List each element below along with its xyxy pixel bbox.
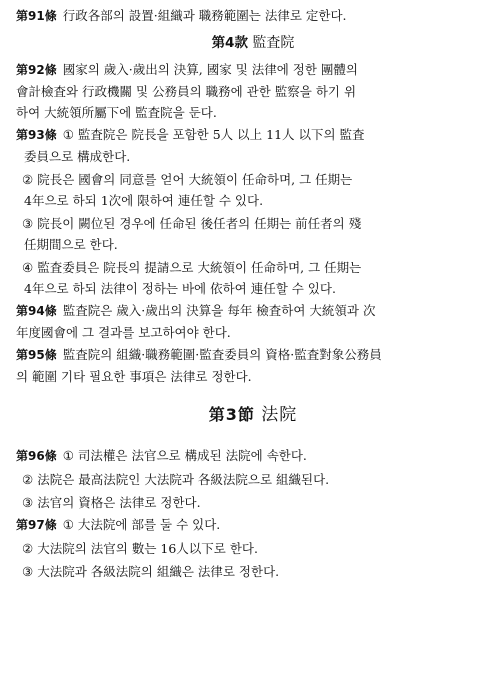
article-97-para-2: [16, 541, 490, 556]
paragraph-marker: ②: [22, 172, 34, 187]
article-number: 第95條: [16, 348, 57, 362]
article-93-para-3: [16, 216, 490, 231]
article-96: [16, 448, 490, 510]
article-94-line-2: 年度國會에 그 결과를 보고하여야 한다.: [16, 325, 231, 340]
paragraph-text: 院長이 闕位된 경우에 任命된 後任者의 任期는 前任者의 殘: [37, 216, 362, 231]
article-94-line-1: [16, 303, 490, 319]
article-text: 監査院의 組織·職務範圍·監査委員의 資格·監査對象公務員: [62, 347, 382, 362]
article-95-line-1: [16, 347, 490, 363]
article-93-para-4-cont: 4年으로 하되 法律이 정하는 바에 依하여 連任할 수 있다.: [24, 281, 336, 296]
article-text: 國家의 歲入·歲出의 決算, 國家 및 法律에 정한 團體의: [62, 62, 358, 77]
paragraph-text: 監査院은 院長을 포함한 5人 以上 11人 以下의 監査: [77, 127, 365, 142]
paragraph-marker: ①: [62, 448, 74, 463]
article-number: 第94條: [16, 304, 57, 318]
article-96-para-3: [16, 495, 490, 510]
article-text: 行政各部의 設置·組織과 職務範圍는 法律로 定한다.: [62, 8, 347, 23]
paragraph-text: 大法院과 各級法院의 組織은 法律로 정한다.: [37, 564, 280, 579]
paragraph-marker: ②: [22, 472, 34, 487]
article-93-para-2-cont: 4年으로 하되 1次에 限하여 連任할 수 있다.: [24, 193, 264, 208]
paragraph-text: 監査委員은 院長의 提請으로 大統領이 任命하며, 그 任期는: [37, 260, 362, 275]
paragraph-marker: ③: [22, 495, 34, 510]
article-93-para-4: [16, 260, 490, 275]
paragraph-text: 法院은 最高法院인 大法院과 各級法院으로 組織된다.: [37, 472, 330, 487]
paragraph-text: 大法院의 法官의 數는 16人以下로 한다.: [37, 541, 258, 556]
paragraph-marker: ①: [62, 127, 74, 142]
subsection-heading: [16, 34, 490, 52]
article-95-line-2: 의 範圍 기타 필요한 事項은 法律로 정한다.: [16, 369, 252, 384]
paragraph-marker: ③: [22, 564, 34, 579]
article-97-para-1: [16, 517, 490, 533]
article-number: 第92條: [16, 63, 57, 77]
article-text: 監査院은 歲入·歲出의 決算을 每年 檢査하여 大統領과 次: [62, 303, 376, 318]
article-93-para-3-cont: 任期間으로 한다.: [24, 237, 118, 252]
article-number: 第97條: [16, 518, 57, 532]
article-92-line-2: 會計檢査와 行政機關 및 公務員의 職務에 관한 監察을 하기 위: [16, 84, 357, 99]
article-97-para-3: [16, 564, 490, 579]
article-94: [16, 303, 490, 340]
article-93-para-2: [16, 172, 490, 187]
article-97: [16, 517, 490, 579]
article-96-para-2: [16, 472, 490, 487]
article-number: 第96條: [16, 449, 57, 463]
article-96-para-1: [16, 448, 490, 464]
article-92-line-1: [16, 62, 490, 78]
paragraph-marker: ④: [22, 260, 34, 275]
paragraph-marker: ②: [22, 541, 34, 556]
article-number: 第91條: [16, 9, 57, 23]
article-93-para-1: [16, 127, 490, 143]
section-heading: [16, 404, 490, 426]
article-92: [16, 62, 490, 120]
section-title: 法院: [261, 405, 298, 425]
paragraph-text: 司法權은 法官으로 構成된 法院에 속한다.: [77, 448, 307, 463]
article-93: [16, 127, 490, 296]
article-95: [16, 347, 490, 384]
section-number: 第3節: [208, 405, 255, 424]
paragraph-text: 法官의 資格은 法律로 정한다.: [37, 495, 201, 510]
article-92-line-3: 하여 大統領所屬下에 監査院을 둔다.: [16, 105, 217, 120]
subsection-title: 監査院: [252, 35, 295, 51]
paragraph-text: 院長은 國會의 同意를 얻어 大統領이 任命하며, 그 任期는: [37, 172, 353, 187]
article-91-line-1: [16, 8, 490, 24]
paragraph-marker: ①: [62, 517, 74, 532]
paragraph-marker: ③: [22, 216, 34, 231]
paragraph-text: 大法院에 部를 둘 수 있다.: [77, 517, 221, 532]
article-number: 第93條: [16, 128, 57, 142]
article-93-para-1-cont: 委員으로 構成한다.: [24, 149, 131, 164]
article-91: [16, 8, 490, 24]
subsection-number: 第4款: [211, 35, 248, 51]
